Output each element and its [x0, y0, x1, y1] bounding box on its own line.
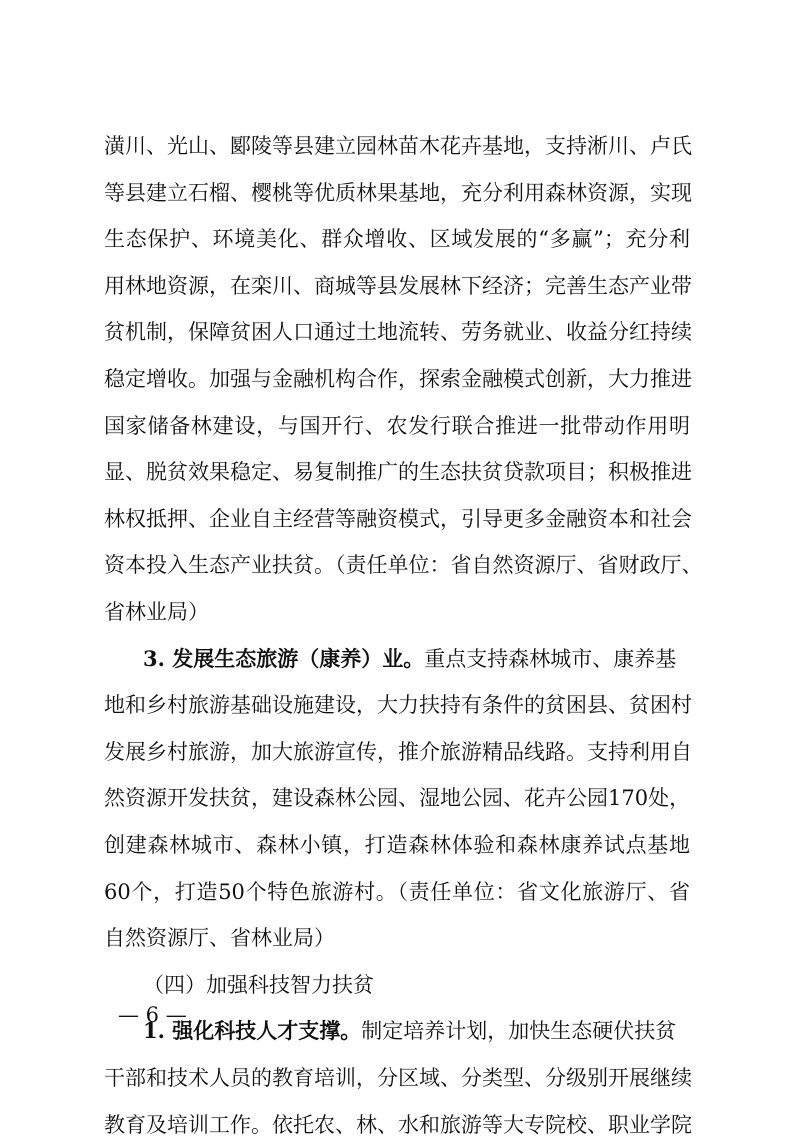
text-line: 发展乡村旅游，加大旅游宣传，推介旅游精品线路。支持利用自 [104, 740, 692, 764]
text-line: 林权抵押、企业自主经营等融资模式，引导更多金融资本和社会 [104, 507, 692, 531]
text-line: 地和乡村旅游基础设施建设，大力扶持有条件的贫困县、贫困村 [104, 693, 692, 717]
section-1-first-line-text: 制定培养计划，加快生态硬伏扶贫 [361, 1019, 677, 1043]
text-line: 等县建立石榴、樱桃等优质林果基地，充分利用森林资源，实现 [104, 181, 692, 205]
text-line: 然资源开发扶贫，建设森林公园、湿地公园、花卉公园170处， [104, 786, 691, 810]
section-3-first-line [143, 645, 676, 673]
text-line: 教育及培训工作。依托农、林、水和旅游等大专院校、职业学院 [104, 1113, 692, 1137]
section-4-heading: （四）加强科技智力扶贫 [143, 973, 374, 997]
section-3-title: 3. 发展生态旅游（康养）业。 [143, 646, 425, 671]
text-line: 干部和技术人员的教育培训，分区域、分类型、分级别开展继续 [104, 1066, 692, 1090]
section-1-first-line [143, 1017, 676, 1045]
text-line: 省林业局） [104, 600, 209, 624]
text-line: 60个，打造50个特色旅游村。（责任单位：省文化旅游厅、省 [104, 880, 690, 904]
text-line: 用林地资源，在栾川、商城等县发展林下经济；完善生态产业带 [104, 274, 692, 298]
text-line: 贫机制，保障贫困人口通过土地流转、劳务就业、收益分红持续 [104, 320, 692, 344]
text-line: 国家储备林建设，与国开行、农发行联合推进一批带动作用明 [104, 414, 690, 438]
text-line: 资本投入生态产业扶贫。（责任单位：省自然资源厅、省财政厅、 [104, 553, 703, 577]
text-line: 创建森林城市、森林小镇，打造森林体验和森林康养试点基地 [104, 833, 690, 857]
text-line: 自然资源厅、省林业局） [104, 926, 335, 950]
text-line: 显、脱贫效果稳定、易复制推广的生态扶贫贷款项目；积极推进 [104, 460, 692, 484]
page-number: — 6 — [118, 1003, 187, 1027]
section-1-title: 1. 强化科技人才支撑。 [143, 1018, 362, 1043]
text-line: 潢川、光山、郾陵等县建立园林苗木花卉基地，支持淅川、卢氏 [104, 134, 692, 158]
section-3-first-line-text: 重点支持森林城市、康养基 [424, 647, 677, 671]
text-line: 生态保护、环境美化、群众增收、区域发展的“多赢”；充分利 [104, 227, 690, 251]
text-line: 稳定增收。加强与金融机构合作，探索金融模式创新，大力推进 [104, 367, 692, 391]
